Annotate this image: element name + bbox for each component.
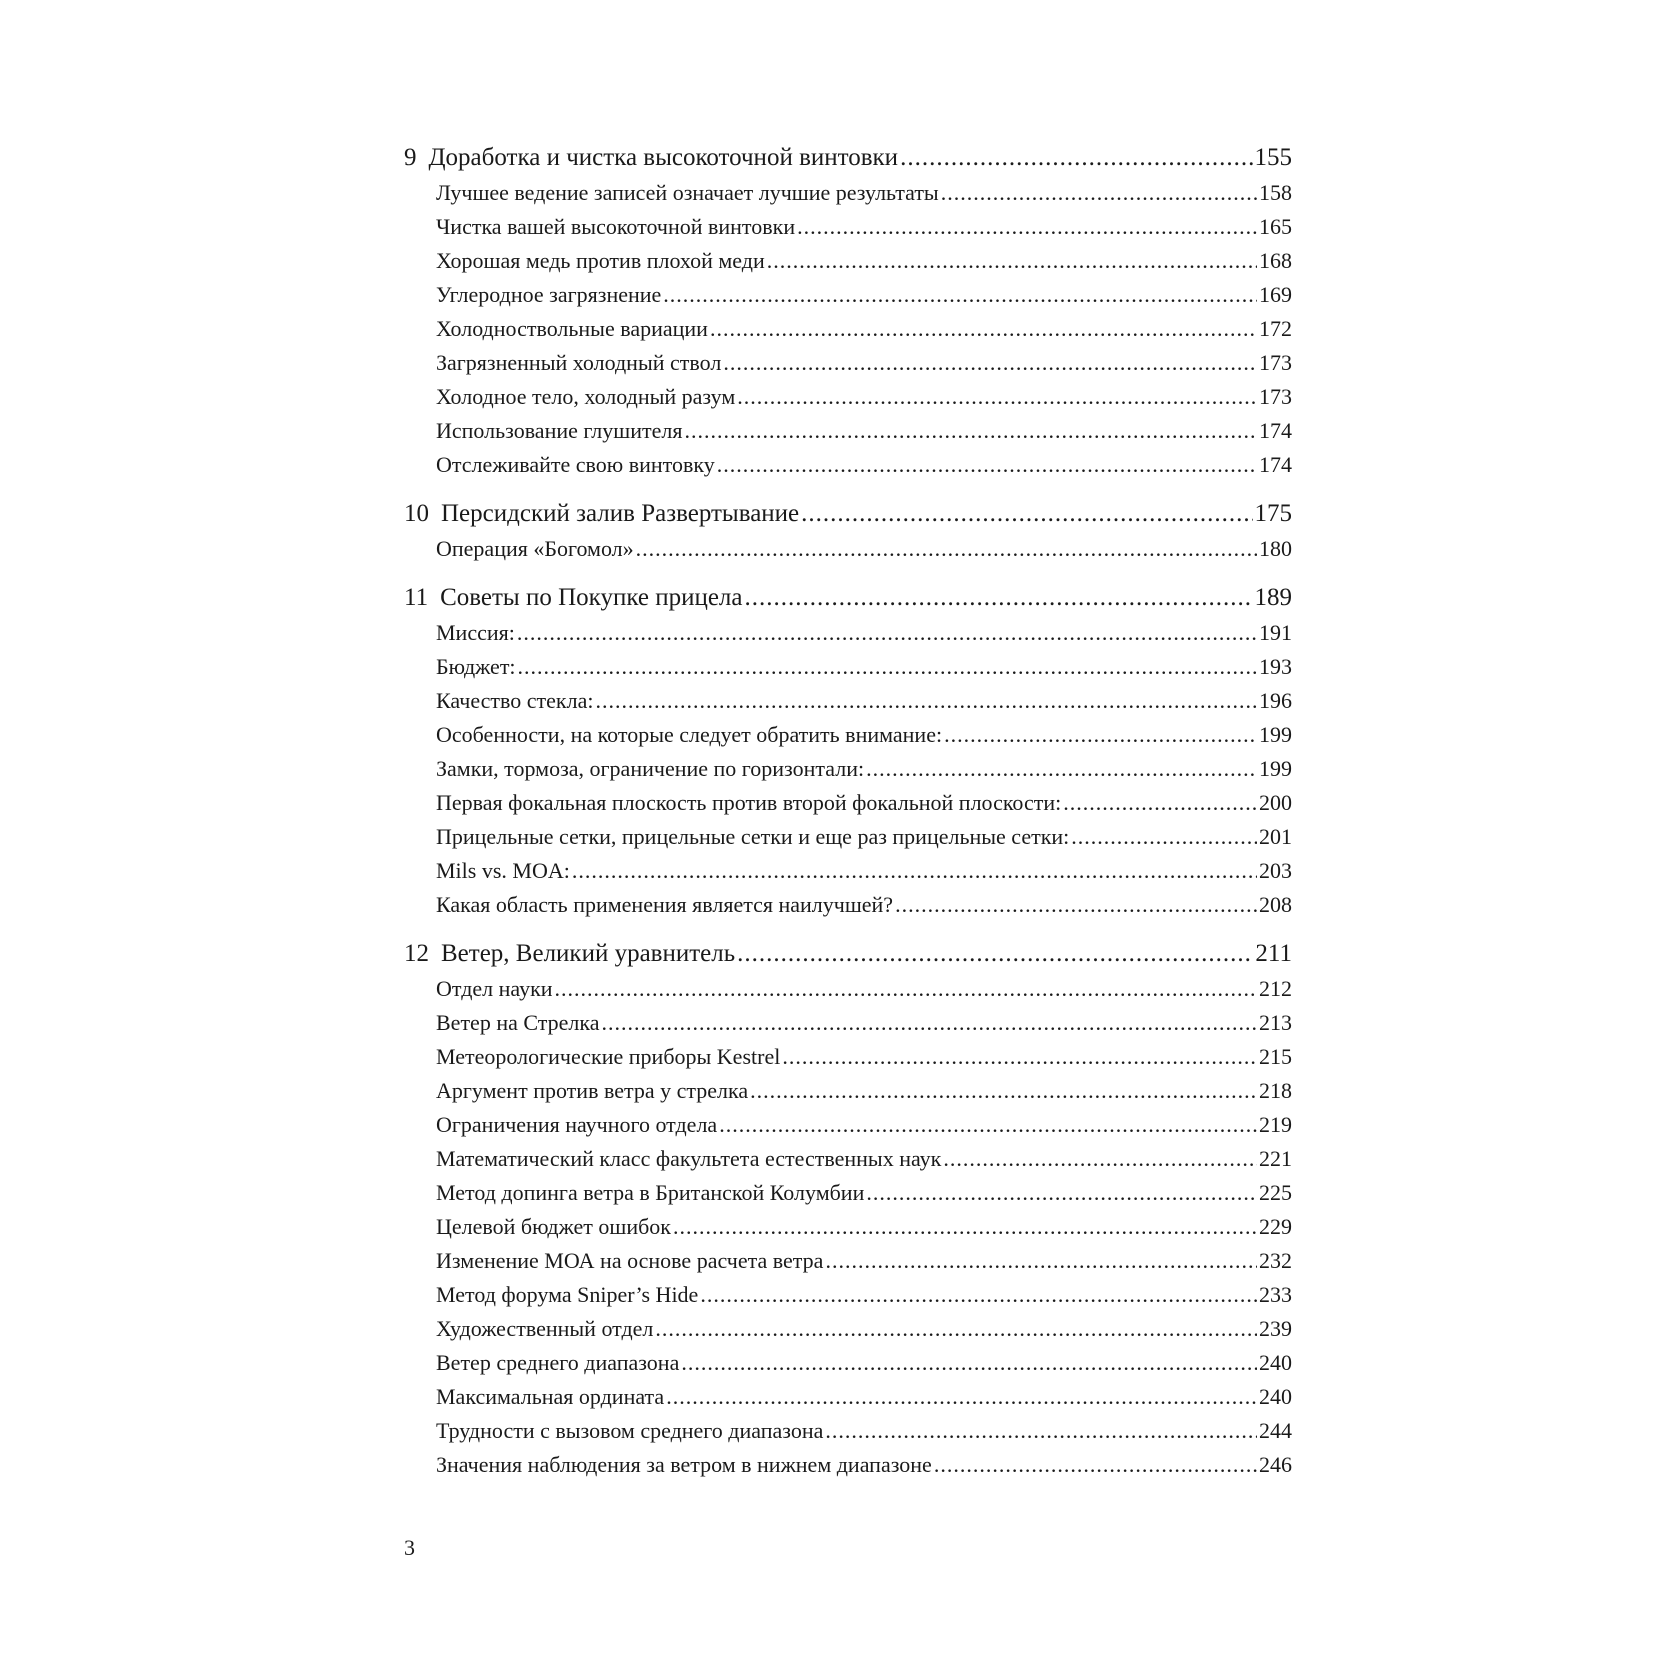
section-page: 165 xyxy=(1259,214,1292,239)
section-title: Использование глушителя xyxy=(436,418,683,443)
section-title: Метод форума Sniper’s Hide xyxy=(436,1282,699,1307)
section-entry xyxy=(404,1448,1292,1482)
section-title: Загрязненный холодный ствол xyxy=(436,350,722,375)
section-entry xyxy=(404,1244,1292,1278)
section-entry xyxy=(404,1040,1292,1074)
section-title: Замки, тормоза, ограничение по горизонтали: xyxy=(436,756,865,781)
section-page: 239 xyxy=(1259,1316,1292,1341)
section-entry xyxy=(404,1312,1292,1346)
dot-leader xyxy=(717,448,1257,482)
section-page: 193 xyxy=(1259,654,1292,679)
section-page: 208 xyxy=(1259,892,1292,917)
section-entry xyxy=(404,854,1292,888)
dot-leader xyxy=(666,1380,1257,1414)
dot-leader xyxy=(797,210,1257,244)
section-page: 212 xyxy=(1259,976,1292,1001)
chapter-number: 11 xyxy=(404,584,429,611)
section-entry xyxy=(404,380,1292,414)
section-title: Mils vs. MOA: xyxy=(436,858,570,883)
chapter-number: 10 xyxy=(404,500,429,527)
dot-leader xyxy=(934,1448,1257,1482)
dot-leader xyxy=(944,718,1257,752)
section-title: Аргумент против ветра у стрелка xyxy=(436,1078,749,1103)
section-entry xyxy=(404,684,1292,718)
section-page: 168 xyxy=(1259,248,1292,273)
section-title: Максимальная ордината xyxy=(436,1384,665,1409)
section-entry xyxy=(404,1346,1292,1380)
chapter-page: 155 xyxy=(1254,144,1292,171)
chapter-page: 175 xyxy=(1254,500,1292,527)
chapter-title: Доработка и чистка высокоточной винтовки xyxy=(428,144,899,171)
chapter-page: 189 xyxy=(1254,584,1292,611)
section-page: 219 xyxy=(1259,1112,1292,1137)
dot-leader xyxy=(681,1346,1257,1380)
dot-leader xyxy=(684,414,1257,448)
section-page: 173 xyxy=(1259,350,1292,375)
section-entry xyxy=(404,346,1292,380)
section-entry xyxy=(404,1278,1292,1312)
section-title: Отслеживайте свою винтовку xyxy=(436,452,715,477)
dot-leader xyxy=(900,140,1252,176)
section-page: 173 xyxy=(1259,384,1292,409)
section-page: 199 xyxy=(1259,722,1292,747)
chapter-12 xyxy=(404,936,1292,1482)
chapter-heading xyxy=(404,580,1292,616)
chapter-title: Советы по Покупке прицела xyxy=(440,584,743,611)
section-entry xyxy=(404,820,1292,854)
section-title: Холодноствольные вариации xyxy=(436,316,708,341)
section-entry xyxy=(404,1210,1292,1244)
chapter-heading xyxy=(404,936,1292,972)
section-entry xyxy=(404,414,1292,448)
dot-leader xyxy=(895,888,1257,922)
section-title: Бюджет: xyxy=(436,654,516,679)
section-page: 246 xyxy=(1259,1452,1292,1477)
section-title: Первая фокальная плоскость против второй фокальной плоскости: xyxy=(436,790,1062,815)
chapter-10 xyxy=(404,496,1292,566)
section-page: 233 xyxy=(1259,1282,1292,1307)
section-title: Изменение МОА на основе расчета ветра xyxy=(436,1248,824,1273)
chapter-heading xyxy=(404,140,1292,176)
dot-leader xyxy=(710,312,1257,346)
section-title: Целевой бюджет ошибок xyxy=(436,1214,671,1239)
dot-leader xyxy=(595,684,1257,718)
table-of-contents xyxy=(404,140,1292,1482)
section-page: 240 xyxy=(1259,1350,1292,1375)
section-page: 158 xyxy=(1259,180,1292,205)
dot-leader xyxy=(941,176,1257,210)
chapter-11 xyxy=(404,580,1292,922)
section-title: Хорошая медь против плохой меди xyxy=(436,248,765,273)
section-entry xyxy=(404,176,1292,210)
dot-leader xyxy=(737,380,1257,414)
section-page: 196 xyxy=(1259,688,1292,713)
section-page: 221 xyxy=(1259,1146,1292,1171)
section-page: 213 xyxy=(1259,1010,1292,1035)
section-title: Ветер среднего диапазона xyxy=(436,1350,680,1375)
section-title: Какая область применения является наилучшей? xyxy=(436,892,894,917)
chapter-page: 211 xyxy=(1255,940,1292,967)
section-entry xyxy=(404,278,1292,312)
chapter-9 xyxy=(404,140,1292,482)
dot-leader xyxy=(723,346,1257,380)
section-page: 174 xyxy=(1259,452,1292,477)
section-title: Математический класс факультета естественных наук xyxy=(436,1146,942,1171)
section-title: Ограничения научного отдела xyxy=(436,1112,718,1137)
dot-leader xyxy=(655,1312,1257,1346)
section-entry xyxy=(404,1074,1292,1108)
section-title: Холодное тело, холодный разум xyxy=(436,384,736,409)
section-title: Особенности, на которые следует обратить внимание: xyxy=(436,722,943,747)
dot-leader xyxy=(825,1414,1257,1448)
section-page: 200 xyxy=(1259,790,1292,815)
section-entry xyxy=(404,1108,1292,1142)
section-entry xyxy=(404,972,1292,1006)
section-title: Художественный отдел xyxy=(436,1316,654,1341)
chapter-title: Ветер, Великий уравнитель xyxy=(441,940,736,967)
section-title: Углеродное загрязнение xyxy=(436,282,662,307)
dot-leader xyxy=(767,244,1257,278)
dot-leader xyxy=(943,1142,1257,1176)
section-title: Миссия: xyxy=(436,620,515,645)
dot-leader xyxy=(555,972,1257,1006)
section-page: 172 xyxy=(1259,316,1292,341)
section-entry xyxy=(404,650,1292,684)
section-entry xyxy=(404,616,1292,650)
dot-leader xyxy=(518,650,1257,684)
section-entry xyxy=(404,448,1292,482)
section-entry xyxy=(404,786,1292,820)
dot-leader xyxy=(866,1176,1257,1210)
dot-leader xyxy=(750,1074,1257,1108)
section-entry xyxy=(404,312,1292,346)
dot-leader xyxy=(719,1108,1257,1142)
section-entry xyxy=(404,244,1292,278)
dot-leader xyxy=(663,278,1257,312)
section-title: Метеорологические приборы Kestrel xyxy=(436,1044,781,1069)
section-title: Операция «Богомол» xyxy=(436,536,634,561)
dot-leader xyxy=(700,1278,1257,1312)
section-page: 244 xyxy=(1259,1418,1292,1443)
section-page: 215 xyxy=(1259,1044,1292,1069)
chapter-number: 9 xyxy=(404,144,417,171)
dot-leader xyxy=(782,1040,1257,1074)
dot-leader xyxy=(673,1210,1257,1244)
section-title: Трудности с вызовом среднего диапазона xyxy=(436,1418,824,1443)
section-page: 174 xyxy=(1259,418,1292,443)
section-entry xyxy=(404,532,1292,566)
section-entry xyxy=(404,1380,1292,1414)
section-entry xyxy=(404,210,1292,244)
dot-leader xyxy=(636,532,1257,566)
chapter-title: Персидский залив Развертывание xyxy=(441,500,800,527)
section-page: 240 xyxy=(1259,1384,1292,1409)
section-title: Отдел науки xyxy=(436,976,553,1001)
dot-leader xyxy=(1063,786,1257,820)
dot-leader xyxy=(825,1244,1257,1278)
section-entry xyxy=(404,888,1292,922)
section-title: Качество стекла: xyxy=(436,688,594,713)
dot-leader xyxy=(517,616,1257,650)
dot-leader xyxy=(801,496,1252,532)
dot-leader xyxy=(866,752,1257,786)
section-entry xyxy=(404,718,1292,752)
section-page: 191 xyxy=(1259,620,1292,645)
dot-leader xyxy=(745,580,1253,616)
section-page: 229 xyxy=(1259,1214,1292,1239)
section-entry xyxy=(404,752,1292,786)
section-title: Ветер на Стрелка xyxy=(436,1010,600,1035)
section-page: 218 xyxy=(1259,1078,1292,1103)
section-page: 225 xyxy=(1259,1180,1292,1205)
section-title: Прицельные сетки, прицельные сетки и еще раз прицельные сетки: xyxy=(436,824,1070,849)
dot-leader xyxy=(737,936,1253,972)
section-title: Метод допинга ветра в Британской Колумбии xyxy=(436,1180,865,1205)
section-page: 199 xyxy=(1259,756,1292,781)
chapter-heading xyxy=(404,496,1292,532)
section-entry xyxy=(404,1006,1292,1040)
chapter-number: 12 xyxy=(404,940,429,967)
section-entry xyxy=(404,1176,1292,1210)
section-entry xyxy=(404,1142,1292,1176)
section-page: 203 xyxy=(1259,858,1292,883)
dot-leader xyxy=(602,1006,1258,1040)
section-title: Лучшее ведение записей означает лучшие результаты xyxy=(436,180,939,205)
section-page: 201 xyxy=(1259,824,1292,849)
section-page: 180 xyxy=(1259,536,1292,561)
section-entry xyxy=(404,1414,1292,1448)
section-title: Чистка вашей высокоточной винтовки xyxy=(436,214,796,239)
page-number: 3 xyxy=(404,1535,415,1560)
dot-leader xyxy=(1071,820,1257,854)
section-page: 232 xyxy=(1259,1248,1292,1273)
dot-leader xyxy=(572,854,1257,888)
section-title: Значения наблюдения за ветром в нижнем диапазоне xyxy=(436,1452,932,1477)
section-page: 169 xyxy=(1259,282,1292,307)
